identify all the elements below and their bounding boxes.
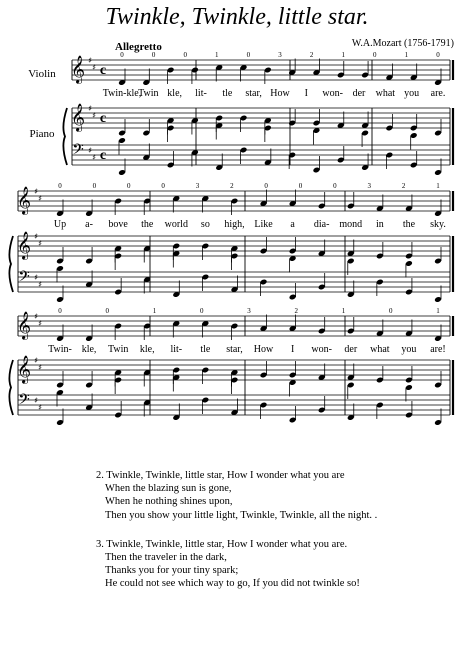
sharp-icon: ♯ xyxy=(88,146,92,155)
lyric-syllable: How xyxy=(253,344,274,355)
verse-line: He could not see which way to go, If you did not twinkle so! xyxy=(105,578,360,590)
verse-line: Thanks you for your tiny spark; xyxy=(105,565,239,577)
bass-clef-icon: 𝄢 xyxy=(18,268,30,289)
sharp-icon: ♯ xyxy=(38,280,42,289)
lyric-syllable: won- xyxy=(311,344,332,355)
fingering-number: 1 xyxy=(341,51,345,59)
fingering-number: 3 xyxy=(278,51,282,59)
page-title: Twinkle, Twinkle, little star. xyxy=(105,4,369,30)
common-time-icon: c xyxy=(99,111,107,126)
sharp-icon: ♯ xyxy=(34,187,38,196)
bass-clef-icon: 𝄢 xyxy=(72,141,84,162)
sharp-icon: ♯ xyxy=(38,194,42,203)
treble-clef-icon: 𝄞 xyxy=(16,355,32,383)
lyric-syllable: der xyxy=(344,344,358,355)
verse-line: When the blazing sun is gone, xyxy=(105,483,232,495)
piano-brace xyxy=(9,360,13,415)
lyric-syllable: bove xyxy=(108,219,128,230)
lyric-syllable: kle, xyxy=(167,88,183,99)
lyric-verses xyxy=(96,469,377,607)
lyric-syllable: star, xyxy=(226,344,243,355)
fingering-number: 3 xyxy=(367,182,372,190)
lyric-syllable: are! xyxy=(430,344,446,355)
lyric-syllable: dia- xyxy=(313,219,330,230)
sharp-icon: ♯ xyxy=(38,403,42,412)
verse-line: 3. Twinkle, Twinkle, little star, How I wonder what you are. xyxy=(96,538,348,550)
fingering-number: 0 xyxy=(200,307,204,315)
sharp-icon: ♯ xyxy=(38,319,42,328)
fingering-number: 0 xyxy=(373,51,377,59)
lyric-syllable: what xyxy=(370,344,390,355)
lyric-syllable: a- xyxy=(85,219,93,230)
lyric-syllable: so xyxy=(200,219,210,230)
lyric-syllable: you xyxy=(401,344,417,355)
fingering-number: 3 xyxy=(195,182,200,190)
fingering-number: 0 xyxy=(126,182,131,190)
lyric-syllable: star, xyxy=(245,88,262,99)
lyric-syllable: mond xyxy=(339,219,363,230)
fingering-number: 0 xyxy=(246,51,251,59)
tempo-marking: Allegretto xyxy=(115,41,162,53)
lyric-syllable: How xyxy=(270,88,290,99)
fingering-number: 0 xyxy=(58,182,62,190)
lyric-syllable: the xyxy=(141,219,154,230)
lyric-syllable: tle xyxy=(222,88,233,99)
sharp-icon: ♯ xyxy=(92,63,96,72)
lyric-syllable: you xyxy=(404,88,420,99)
sharp-icon: ♯ xyxy=(34,396,38,405)
fingering-number: 0 xyxy=(264,182,268,190)
lyric-syllable: kle, xyxy=(139,344,155,355)
treble-clef-icon: 𝄞 xyxy=(70,103,86,131)
lyric-syllable: Twin-kle, xyxy=(102,88,142,99)
notes xyxy=(53,59,442,426)
fingering-number: 0 xyxy=(333,182,337,190)
lyric-syllable: a xyxy=(290,219,295,230)
common-time-icon: c xyxy=(99,148,107,163)
fingering-number: 0 xyxy=(298,182,303,190)
lyric-syllable: Twin xyxy=(138,88,159,99)
fingering-number: 0 xyxy=(436,51,440,59)
verse-line: When he nothing shines upon, xyxy=(105,496,233,508)
piano-brace xyxy=(63,108,67,165)
lyric-syllable: der xyxy=(352,88,366,99)
sharp-icon: ♯ xyxy=(34,232,38,241)
lyric-syllable: Like xyxy=(254,219,273,230)
fingering-number: 0 xyxy=(161,182,165,190)
fingering-number: 0 xyxy=(183,51,187,59)
treble-clef-icon: 𝄞 xyxy=(16,231,32,259)
bass-clef-icon: 𝄢 xyxy=(18,391,30,412)
lyric-syllable: lit- xyxy=(170,344,183,355)
fingering-number: 2 xyxy=(401,182,406,190)
verse-line: Then the traveler in the dark, xyxy=(105,552,227,564)
verse-line: 2. Twinkle, Twinkle, little star, How I wonder what you are xyxy=(96,470,345,481)
fingering-number: 0 xyxy=(92,182,97,190)
fingering-number: 0 xyxy=(151,51,156,59)
lyric-syllable: what xyxy=(375,88,396,99)
fingering-number: 0 xyxy=(58,307,62,315)
composer-credit: W.A.Mozart (1756-1791) xyxy=(351,38,454,49)
sharp-icon: ♯ xyxy=(92,153,96,162)
common-time-icon: c xyxy=(99,63,107,78)
sharp-icon: ♯ xyxy=(34,312,38,321)
sharp-icon: ♯ xyxy=(34,273,38,282)
fingering-number: 3 xyxy=(247,307,251,315)
fingering-number: 0 xyxy=(389,307,393,315)
fingering-number: 2 xyxy=(294,307,298,315)
lyric-syllable: are. xyxy=(430,88,446,99)
fingering-number: 1 xyxy=(152,307,157,315)
instrument-label-violin: Violin xyxy=(28,68,56,80)
treble-clef-icon: 𝄞 xyxy=(16,311,32,339)
lyric-syllable: won- xyxy=(322,88,343,99)
sharp-icon: ♯ xyxy=(88,104,92,113)
lyric-syllable: I xyxy=(290,344,295,355)
sharp-icon: ♯ xyxy=(88,56,92,65)
sharp-icon: ♯ xyxy=(92,111,96,120)
fingering-number: 0 xyxy=(105,307,109,315)
lyric-syllable: kle, xyxy=(81,344,97,355)
fingering-number: 1 xyxy=(404,51,409,59)
lyric-syllable: lit- xyxy=(195,88,207,99)
sharp-icon: ♯ xyxy=(34,356,38,365)
fingering-number: 2 xyxy=(230,182,234,190)
fingering-number: 1 xyxy=(341,307,346,315)
lyric-syllable: Twin- xyxy=(48,344,72,355)
piano-brace xyxy=(9,236,13,292)
lyric-syllable: I xyxy=(304,88,309,99)
lyric-syllable: high, xyxy=(224,219,245,230)
lyric-syllable: Twin xyxy=(107,344,129,355)
fingering-number: 1 xyxy=(436,307,440,315)
lyric-syllable: the xyxy=(402,219,416,230)
verse-2 xyxy=(96,469,377,522)
fingering-number: 1 xyxy=(215,51,219,59)
verse-3 xyxy=(96,538,377,591)
sharp-icon: ♯ xyxy=(38,239,42,248)
sharp-icon: ♯ xyxy=(38,363,42,372)
lyric-syllable: in xyxy=(375,219,384,230)
instrument-label-piano: Piano xyxy=(29,128,55,140)
treble-clef-icon: 𝄞 xyxy=(70,55,86,83)
lyric-syllable: tle xyxy=(200,344,211,355)
lyric-syllable: world xyxy=(164,219,188,230)
lyric-syllable: sky. xyxy=(430,219,446,230)
treble-clef-icon: 𝄞 xyxy=(16,186,32,214)
fingering-number: 2 xyxy=(309,51,314,59)
lyric-syllable: Up xyxy=(53,219,67,230)
verse-line: Then you show your little light, Twinkle, Twinkle, all the night. . xyxy=(105,509,378,521)
fingering-number: 1 xyxy=(436,182,440,190)
fingering-number: 0 xyxy=(120,51,124,59)
